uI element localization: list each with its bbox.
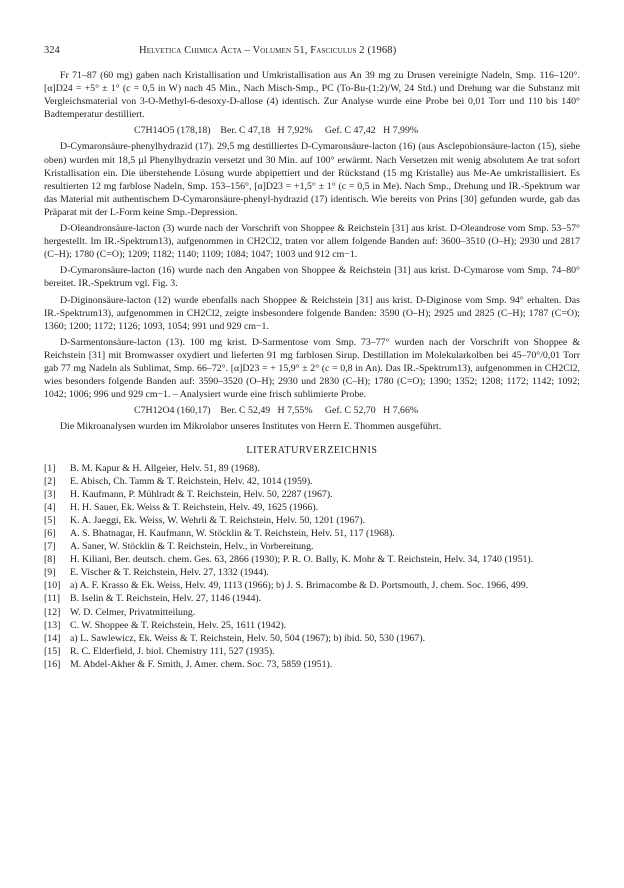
paragraph-cymaronsaeure-lacton: D-Cymaronsäure-lacton (16) wurde nach den Angaben von Shoppee & Reichstein [31] aus krist. D-Cymarose vom Smp. 74–80° bereitet. IR.-Spektrum vgl. Fig. 3.: [44, 265, 580, 290]
reference-number: [10]: [44, 580, 61, 592]
reference-number: [15]: [44, 645, 61, 657]
reference-number: [3]: [44, 488, 56, 500]
reference-text: E. Vischer & T. Reichstein, Helv. 27, 1332 (1944).: [70, 567, 269, 579]
paragraph-cymaronsaeure-phenylhydrazid: D-Cymaronsäure-phenylhydrazid (17). 29,5 mg destilliertes D-Cymaronsäure-lacton (16) (aus Asclepobionsäure-lacton (15), siehe oben) wurden mit 18,5 µl Phenylhydrazin versetzt und 30 Min. auf 100° erwärmt. Nach Versetzen mit wenig absolutem Ae trat sofort Kristallisation ein. Die überstehende Lösung wurde abpipettiert und der Rückstand (15 mg Kristalle) aus Me-Ae umkristallisiert. Es resultierten 12 mg farblose Nadeln, Smp. 153–156°, [α]D23 = +1,5° ± 1° (c = 0,5 in Me). Nach Smp., Drehung und IR.-Spektrum war das Material mit authentischem D-Cymaronsäure-phenyl-hydrazid (17) identisch. Wie bereits von Prins [30] gefunden wurde, gab das Präparat mit der L-Form keine Smp.-Depression.: [44, 141, 580, 218]
reference-number: [9]: [44, 567, 56, 579]
reference-text: A. S. Bhatnagar, H. Kaufmann, W. Stöcklin & T. Reichstein, Helv. 51, 117 (1968).: [70, 528, 395, 539]
reference-text: W. D. Celmer, Privatmitteilung.: [70, 606, 196, 618]
reference-text: K. A. Jaeggi, Ek. Weiss, W. Wehrli & T. Reichstein, Helv. 50, 1201 (1967).: [70, 514, 366, 526]
paragraph-oleandronsaeure-lacton: D-Oleandronsäure-lacton (3) wurde nach der Vorschrift von Shoppee & Reichstein [31] aus krist. D-Oleandrose vom Smp. 53–57° hergestellt. Im IR.-Spektrum13), aufgenommen in CH2Cl2, traten vor allem folgende Banden auf: 3600–3510 (O–H); 2930 und 2817 (C–H); 1780 (C=O); 1209; 1182; 1140; 1109; 1084; 1047; 1003 und 912 cm−1.: [44, 223, 580, 261]
reference-text: C. W. Shoppee & T. Reichstein, Helv. 25, 1611 (1942).: [70, 619, 287, 631]
reference-number: [11]: [44, 593, 61, 605]
reference-item: [44, 501, 580, 514]
reference-item: [44, 514, 580, 527]
reference-item: [44, 540, 580, 553]
reference-item: [44, 462, 580, 475]
elemental-analysis-2: C7H12O4 (160,17) Ber. C 52,49 H 7,55% Gef. C 52,70 H 7,66%: [134, 405, 419, 417]
reference-item: [44, 553, 580, 566]
reference-text: H. H. Sauer, Ek. Weiss & T. Reichstein, Helv. 49, 1625 (1966).: [70, 501, 319, 513]
reference-item: [44, 592, 580, 605]
reference-number: [4]: [44, 501, 56, 513]
reference-item: [44, 658, 580, 671]
reference-item: [44, 579, 580, 592]
reference-item: [44, 606, 580, 619]
paragraph-fraction-results: Fr 71–87 (60 mg) gaben nach Kristallisation und Umkristallisation aus An 39 mg zu Drusen vereinigte Nadeln, Smp. 116–120°. [α]D24 = +5° ± 1° (c = 0,5 in W) nach 45 Min., Nach Misch-Smp., PC (To-Bu-(1:2)/W, 24 Std.) und Drehung war die Substanz mit Vergleichsmaterial von 3-O-Methyl-6-desoxy-D-allose (4) identisch. Zur Analyse wurde eine Probe bei 0,01 Torr und 110 bis 140° Badtemperatur destilliert.: [44, 70, 580, 121]
reference-number: [14]: [44, 632, 61, 644]
reference-number: [6]: [44, 528, 56, 539]
literature-heading: LITERATURVERZEICHNIS: [246, 445, 378, 457]
reference-number: [16]: [44, 658, 61, 670]
paragraph-mikroanalysen: Die Mikroanalysen wurden im Mikrolabor unseres Institutes von Herrn E. Thommen ausgeführt.: [60, 421, 442, 433]
reference-number: [5]: [44, 514, 56, 526]
reference-text: E. Abisch, Ch. Tamm & T. Reichstein, Helv. 42, 1014 (1959).: [70, 475, 313, 487]
reference-text: R. C. Elderfield, J. biol. Chemistry 111, 527 (1935).: [70, 645, 275, 657]
page-number: 324: [44, 45, 60, 56]
reference-item: [44, 619, 580, 632]
reference-text: a) A. F. Krasso & Ek. Weiss, Helv. 49, 1113 (1966); b) J. S. Brimacombe & D. Portsmouth, J. chem. Soc. 1966, 499.: [70, 580, 529, 592]
reference-text: B. M. Kapur & H. Allgeier, Helv. 51, 89 (1968).: [70, 462, 260, 474]
elemental-analysis-1: C7H14O5 (178,18) Ber. C 47,18 H 7,92% Gef. C 47,42 H 7,99%: [134, 125, 419, 137]
reference-number: [1]: [44, 462, 56, 474]
reference-number: [7]: [44, 541, 56, 553]
page-body: [44, 69, 580, 671]
reference-text: a) L. Sawlewicz, Ek. Weiss & T. Reichstein, Helv. 50, 504 (1967); b) ibid. 50, 530 (1967).: [70, 632, 426, 644]
reference-text: A. Saner, W. Stöcklin & T. Reichstein, Helv., in Vorbereitung.: [70, 541, 314, 553]
reference-item: [44, 632, 580, 645]
reference-number: [8]: [44, 554, 56, 566]
running-head: Helvetica Chimica Acta – Volumen 51, Fasciculus 2 (1968): [139, 45, 397, 56]
reference-item: [44, 527, 580, 540]
reference-item: [44, 645, 580, 658]
reference-item: [44, 488, 580, 501]
reference-item: [44, 475, 580, 488]
page-header: [44, 43, 580, 59]
paragraph-sarmentonsaeure-lacton: D-Sarmentonsäure-lacton (13). 100 mg krist. D-Sarmentose vom Smp. 73–77° wurden nach der Vorschrift von Shoppee & Reichstein [31] mit Bromwasser oxydiert und lieferten 91 mg farblosen Sirup. Destillation im Molekularkolben bei 45–70°/0,01 Torr gab 77 mg Nadeln als Sublimat, Smp. 66–72°. [α]D23 = + 15,9° ± 2° (c = 0,8 in An). Das IR.-Spektrum13), aufgenommen in CH2Cl2, wies besonders folgende Banden auf: 3590–3520 (O–H); 2930 und 2830 (C–H); 1780 (C=O); 1390; 1352; 1208; 1172; 1142; 1092; 1042; 1006; 996 und 929 cm−1. – Analysiert wurde eine frisch sublimierte Probe.: [44, 336, 580, 401]
reference-number: [12]: [44, 606, 61, 618]
reference-text: H. Kaufmann, P. Mühlradt & T. Reichstein, Helv. 50, 2287 (1967).: [70, 488, 333, 500]
reference-text: M. Abdel-Akher & F. Smith, J. Amer. chem. Soc. 73, 5859 (1951).: [70, 658, 333, 670]
reference-text: B. Iselin & T. Reichstein, Helv. 27, 1146 (1944).: [70, 593, 262, 605]
reference-item: [44, 566, 580, 579]
paragraph-diginonsaeure-lacton: D-Diginonsäure-lacton (12) wurde ebenfalls nach Shoppee & Reichstein [31] aus krist. D-Diginose vom Smp. 94° erhalten. Das IR.-Spektrum13), aufgenommen in CH2Cl2, zeigte insbesondere folgende Banden: 3590 (O–H); 2925 und 2825 (C–H); 1787 (C=O); 1360; 1200; 1172; 1126; 1093, 1054; 991 und 929 cm−1.: [44, 294, 580, 332]
reference-number: [2]: [44, 475, 56, 487]
reference-text: H. Kiliani, Ber. deutsch. chem. Ges. 63, 2866 (1930); P. R. O. Bally, K. Mohr & T. Reichstein, Helv. 34, 1740 (1951).: [70, 554, 534, 566]
reference-number: [13]: [44, 619, 61, 631]
reference-list: [44, 462, 580, 672]
